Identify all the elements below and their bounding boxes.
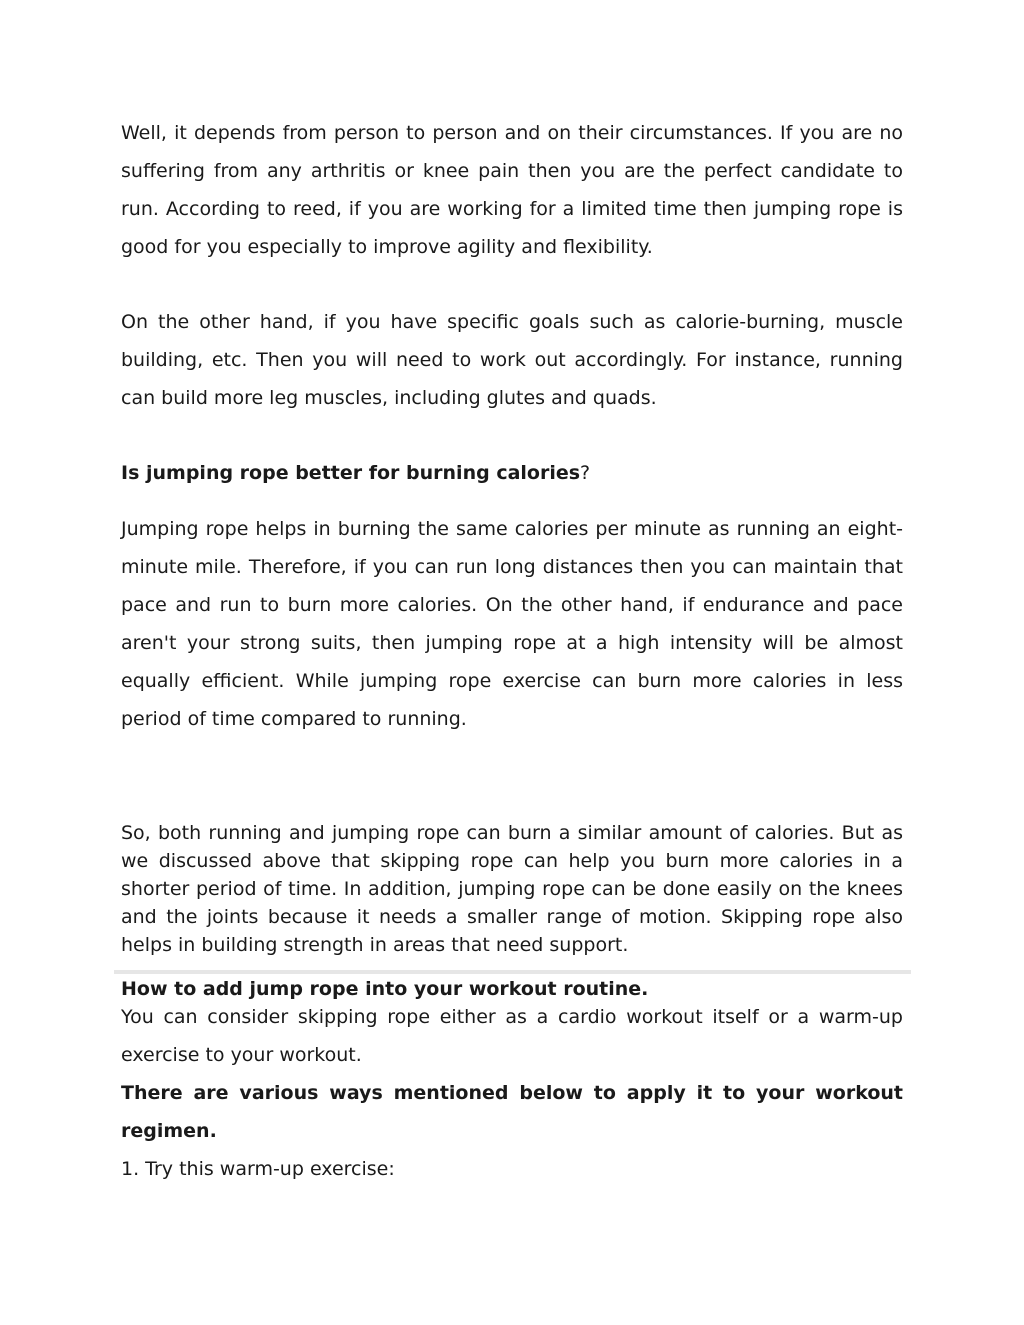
heading-question-mark: ? <box>580 462 591 484</box>
heading-various-ways: There are various ways mentioned below to apply it to your workout regimen. <box>121 1082 903 1142</box>
list-item-warmup: 1. Try this warm-up exercise: <box>121 1158 395 1180</box>
workout-routine-section <box>121 975 903 1188</box>
heading-workout-routine: How to add jump rope into your workout routine. <box>121 978 649 1000</box>
paragraph-specific-goals: On the other hand, if you have specific goals such as calorie-burning, muscle building, etc. Then you will need to work out accordingly. For instance, running can build more leg muscles, including glutes and quads. <box>121 311 903 409</box>
document-body <box>121 114 903 959</box>
paragraph-circumstances: Well, it depends from person to person and on their circumstances. If you are no suffering from any arthritis or knee pain then you are the perfect candidate to run. According to reed, if you are working for a limited time then jumping rope is good for you especially to improve agility and flexibility. <box>121 122 903 258</box>
paragraph-calories-per-minute: Jumping rope helps in burning the same calories per minute as running an eight-minute mile. Therefore, if you can run long distances then you can maintain that pace and run to burn more calories. On the other hand, if endurance and pace aren't your strong suits, then jumping rope at a high intensity will be almost equally efficient. While jumping rope exercise can burn more calories in less period of time compared to running. <box>121 518 903 730</box>
paragraph-summary: So, both running and jumping rope can burn a similar amount of calories. But as we discussed above that skipping rope can help you burn more calories in a shorter period of time. In addition, jumping rope can be done easily on the knees and the joints because it needs a smaller range of motion. Skipping rope also helps in building strength in areas that need support. <box>121 822 903 956</box>
heading-burning-calories <box>121 454 903 492</box>
paragraph-cardio-warmup: You can consider skipping rope either as a cardio workout itself or a warm-up exercise to your workout. <box>121 1006 903 1066</box>
heading-burning-calories-text: Is jumping rope better for burning calories <box>121 462 581 484</box>
section-divider <box>114 970 911 974</box>
